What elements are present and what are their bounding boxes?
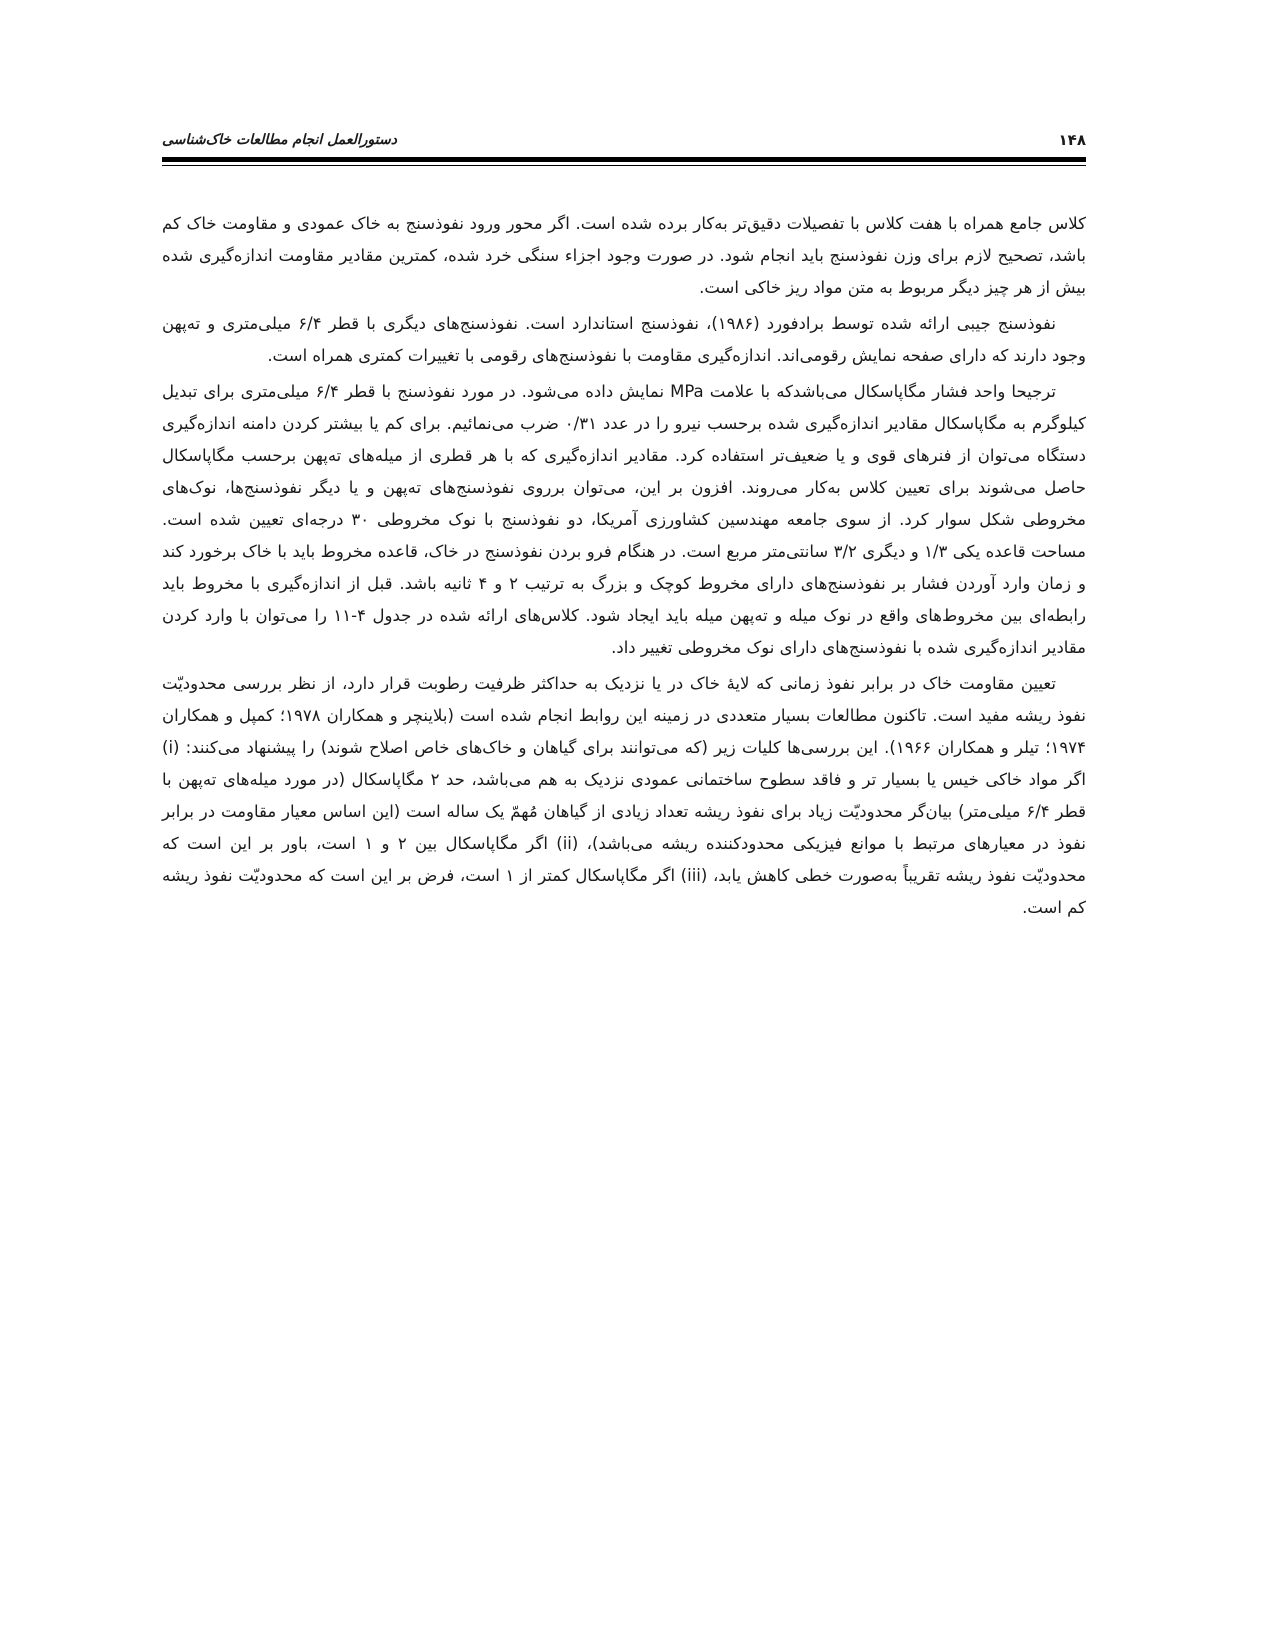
page-number: ۱۴۸ — [1058, 131, 1086, 149]
paragraph-2: نفوذسنج جیبی ارائه شده توسط برادفورد (۱۹۸۶)، نفوذسنج استاندارد است. نفوذسنج‌های دیگری با قطر ۶/۴ میلی‌متری و ته‌پهن وجود دارند که دارای صفحه نمایش رقومی‌اند. اندازه‌گیری مقاومت با نفوذسنج‌های رقومی با تغییرات کمتری همراه است. — [162, 314, 1086, 365]
header-rule-thin — [162, 165, 1086, 166]
paragraph-4: تعیین مقاومت خاک در برابر نفوذ زمانی که لایهٔ خاک در یا نزدیک به حداکثر ظرفیت رطوبت قرار دارد، از نظر بررسی محدودیّت نفوذ ریشه مفید است. تاکنون مطالعات بسیار متعددی در زمینه این روابط انجام شده است (بلاینچر و همکاران ۱۹۷۸؛ کمپل و همکاران ۱۹۷۴؛ تیلر و همکاران ۱۹۶۶). این بررسی‌ها کلیات زیر (که می‌توانند برای گیاهان و خاک‌های خاص اصلاح شوند) را پیشنهاد می‌کنند: (i) اگر مواد خاکی خیس یا بسیار تر و فاقد سطوح ساختمانی عمودی نزدیک به هم می‌باشد، حد ۲ مگاپاسکال (در مورد میله‌های ته‌پهن با قطر ۶/۴ میلی‌متر) بیان‌گر محدودیّت زیاد برای نفوذ ریشه تعداد زیادی از گیاهان مُهمّ یک ساله است (این اساس معیار مقاومت در برابر نفوذ در معیارهای مرتبط با موانع فیزیکی محدودکننده ریشه می‌باشد)، (ii) اگر مگاپاسکال بین ۲ و ۱ است، باور بر این است که محدودیّت نفوذ ریشه تقریباً به‌صورت خطی کاهش یابد، (iii) اگر مگاپاسکال کمتر از ۱ است، فرض بر این است که محدودیّت نفوذ ریشه کم است. — [162, 674, 1087, 917]
paragraph-1: کلاس جامع همراه با هفت کلاس با تفصیلات دقیق‌تر به‌کار برده شده است. اگر محور ورود نفوذسنج به خاک عمودی و مقاومت خاک کم باشد، تصحیح لازم برای وزن نفوذسنج باید انجام شود. در صورت وجود اجزاء سنگی خرد شده، کمترین مقادیر مقاومت اندازه‌گیری شده بیش از هر چیز دیگر مربوط به متن مواد ریز خاکی است. — [162, 214, 1086, 297]
running-title: دستورالعمل انجام مطالعات خاک‌شناسی — [162, 132, 397, 148]
body-text — [162, 208, 1086, 928]
paragraph-3: ترجیحا واحد فشار مگاپاسکال می‌باشدکه با علامت MPa نمایش داده می‌شود. در مورد نفوذسنج با قطر ۶/۴ میلی‌متری برای تبدیل کیلوگرم به مگاپاسکال مقادیر اندازه‌گیری شده برحسب نیرو را در عدد ۰/۳۱ ضرب می‌نمائیم. برای کم یا بیشتر کردن دامنه اندازه‌گیری دستگاه می‌توان از فنرهای قوی و یا ضعیف‌تر استفاده کرد. مقادیر اندازه‌گیری که با هر قطری از میله‌های ته‌پهن برحسب مگاپاسکال حاصل می‌شوند برای تعیین کلاس به‌کار می‌روند. افزون بر این، می‌توان برروی نفوذسنج‌های ته‌پهن و یا دیگر نفوذسنج‌ها، نوک‌های مخروطی شکل سوار کرد. از سوی جامعه مهندسین کشاورزی آمریکا، دو نفوذسنج با نوک مخروطی ۳۰ درجه‌ای تعیین شده است. مساحت قاعده یکی ۱/۳ و دیگری ۳/۲ سانتی‌متر مربع است. در هنگام فرو بردن نفوذسنج در خاک، قاعده مخروط باید با خاک برخورد کند و زمان وارد آوردن فشار بر نفوذسنج‌های دارای مخروط کوچک و بزرگ به ترتیب ۲ و ۴ ثانیه باشد. قبل از اندازه‌گیری با مخروط باید رابطه‌ای بین مخروط‌های واقع در نوک میله و ته‌پهن میله باید ایجاد شود. کلاس‌های ارائه شده در جدول ۴-۱۱ را می‌توان با وارد کردن مقادیر اندازه‌گیری شده با نفوذسنج‌های دارای نوک مخروطی تغییر داد. — [162, 382, 1086, 657]
header-rule-thick — [162, 157, 1086, 162]
page-header — [162, 128, 1086, 152]
